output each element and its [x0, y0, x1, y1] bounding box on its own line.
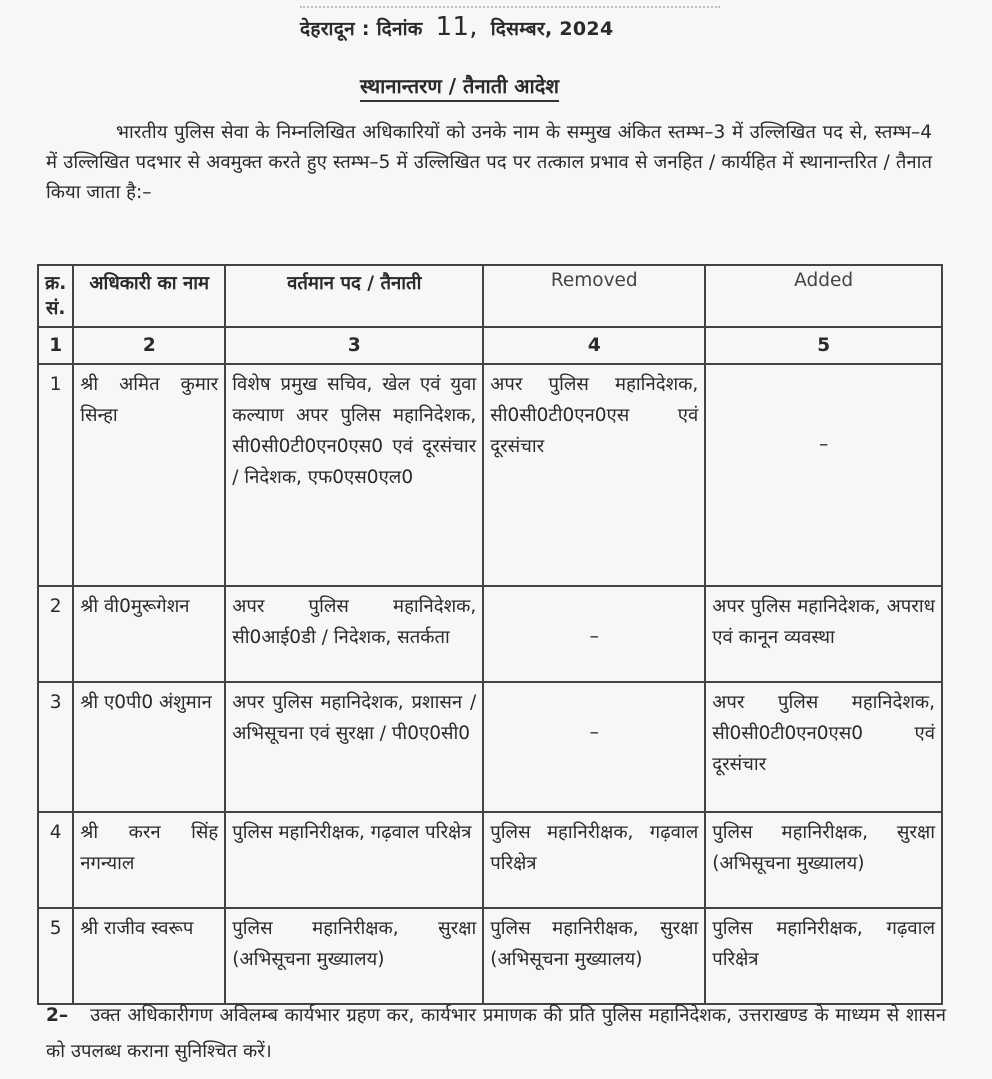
row-officer-name: श्री राजीव स्वरूप: [73, 908, 225, 1004]
col-number: 4: [483, 327, 705, 364]
table-header-row: [38, 265, 942, 327]
row-serial: 2: [38, 586, 73, 682]
row-current-post: अपर पुलिस महानिदेशक, सी0आई0डी / निदेशक, सतर्कता: [225, 586, 483, 682]
row-removed: –: [589, 722, 599, 743]
dateline-place: देहरादून : दिनांक: [300, 18, 423, 40]
paragraph-2: [46, 998, 946, 1070]
row-removed: –: [589, 626, 599, 647]
cut-off-top-line: [300, 0, 720, 8]
row-added: पुलिस महानिरीक्षक, गढ़वाल परिक्षेत्र: [705, 908, 942, 1004]
row-officer-name: श्री वी0मुरूगेशन: [73, 586, 225, 682]
row-added: पुलिस महानिरीक्षक, सुरक्षा (अभिसूचना मुख्यालय): [705, 812, 942, 908]
row-serial: 5: [38, 908, 73, 1004]
header-officer-name: अधिकारी का नाम: [73, 265, 225, 327]
row-current-post: पुलिस महानिरीक्षक, सुरक्षा (अभिसूचना मुख्यालय): [225, 908, 483, 1004]
row-added: अपर पुलिस महानिदेशक, अपराध एवं कानून व्यवस्था: [705, 586, 942, 682]
row-current-post: विशेष प्रमुख सचिव, खेल एवं युवा कल्याण अपर पुलिस महानिदेशक, सी0सी0टी0एन0एस0 एवं दूरसंचार / निदेशक, एफ0एस0एल0: [225, 364, 483, 586]
intro-paragraph: भारतीय पुलिस सेवा के निम्नलिखित अधिकारियों को उनके नाम के सम्मुख अंकित स्तम्भ–3 में उल्लिखित पद से, स्तम्भ–4 में उल्लिखित पदभार से अवमुक्त करते हुए स्तम्भ–5 में उल्लिखित पद पर तत्काल प्रभाव से जनहित / कार्यहित में स्थानान्तरित / तैनात किया जाता है:–: [46, 122, 932, 203]
row-current-post: अपर पुलिस महानिदेशक, प्रशासन / अभिसूचना एवं सुरक्षा / पी0ए0सी0: [225, 682, 483, 812]
row-added: अपर पुलिस महानिदेशक, सी0सी0टी0एन0एस0 एवं दूरसंचार: [705, 682, 942, 812]
table-row: [38, 908, 942, 1004]
table-row: [38, 586, 942, 682]
row-removed: पुलिस महानिरीक्षक, गढ़वाल परिक्षेत्र: [483, 812, 705, 908]
column-number-row: [38, 327, 942, 364]
col-number: 5: [705, 327, 942, 364]
paragraph-number: 2–: [46, 1005, 69, 1026]
col-number: 2: [73, 327, 225, 364]
row-added: –: [819, 434, 829, 455]
row-current-post: पुलिस महानिरीक्षक, गढ़वाल परिक्षेत्र: [225, 812, 483, 908]
paragraph-2-text: उक्त अधिकारीगण अविलम्ब कार्यभार ग्रहण कर, कार्यभार प्रमाणक की प्रति पुलिस महानिदेशक, उत्तराखण्ड के माध्यम से शासन को उपलब्ध कराना सुनिश्चित करें।: [46, 1005, 946, 1062]
row-removed: अपर पुलिस महानिदेशक, सी0सी0टी0एन0एस एवं दूरसंचार: [483, 364, 705, 586]
row-serial: 1: [38, 364, 73, 586]
header-serial: क्र. सं.: [38, 265, 73, 327]
order-title: स्थानान्तरण / तैनाती आदेश: [360, 72, 559, 102]
dateline-day: 11,: [435, 12, 478, 42]
col-number: 1: [38, 327, 73, 364]
header-added: Added: [705, 265, 942, 327]
dateline: [300, 12, 613, 42]
row-officer-name: श्री ए0पी0 अंशुमान: [73, 682, 225, 812]
row-serial: 4: [38, 812, 73, 908]
header-current-post: वर्तमान पद / तैनाती: [225, 265, 483, 327]
transfer-table: [37, 264, 943, 1005]
table-row: [38, 812, 942, 908]
dateline-month-year: दिसम्बर, 2024: [490, 18, 614, 40]
table-row: [38, 364, 942, 586]
row-serial: 3: [38, 682, 73, 812]
row-officer-name: श्री अमित कुमार सिन्हा: [73, 364, 225, 586]
header-removed: Removed: [483, 265, 705, 327]
row-removed: पुलिस महानिरीक्षक, सुरक्षा (अभिसूचना मुख्यालय): [483, 908, 705, 1004]
col-number: 3: [225, 327, 483, 364]
row-officer-name: श्री करन सिंह नगन्याल: [73, 812, 225, 908]
table-row: [38, 682, 942, 812]
